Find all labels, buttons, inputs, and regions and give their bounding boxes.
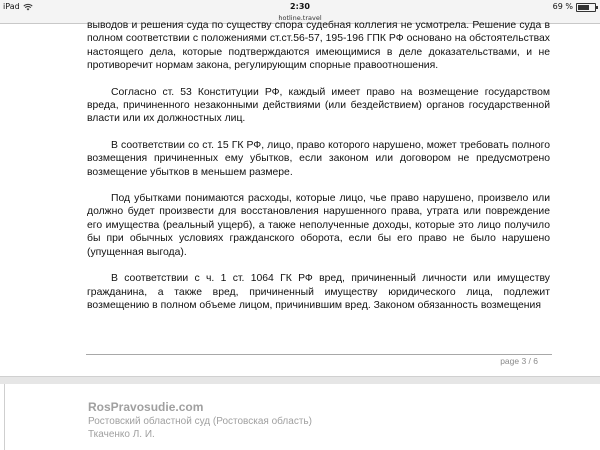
battery-icon bbox=[576, 3, 596, 12]
clock: 2:30 bbox=[290, 2, 310, 11]
device-label: iPad bbox=[3, 2, 20, 11]
paragraph: Согласно ст. 53 Конституции РФ, каждый имеет право на возмещение государством вреда, причиненного незаконными действиями (или бездействием) органов государственной власти или их должностных лиц. bbox=[87, 86, 550, 125]
status-right bbox=[553, 1, 596, 13]
document-text bbox=[87, 20, 550, 325]
paragraph: В соответствии с ч. 1 ст. 1064 ГК РФ вред, причиненный личности или имуществу гражданина, а также вред, причиненный имуществу юридического лица, подлежит возмещению в полном объеме лицом, причинившим вред. Законом обязанность возмещения bbox=[87, 273, 550, 311]
paragraph: В соответствии со ст. 15 ГК РФ, лицо, право которого нарушено, может требовать полного возмещения причиненных ему убытков, если законом или договором не предусмотрено возмещение убытков в меньшем размере. bbox=[87, 139, 550, 178]
next-page bbox=[0, 384, 600, 450]
battery-percent: 69 % bbox=[552, 2, 573, 11]
battery-fill bbox=[578, 5, 589, 10]
judge-name: Ткаченко Л. И. bbox=[88, 429, 155, 440]
page-edge bbox=[4, 384, 5, 450]
status-bar bbox=[0, 0, 600, 14]
paragraph: выводов и решения суда по существу спора судебная коллегия не усмотрела. Решение суда в полном соответствии с положениями ст.ст.56-57, 195-196 ГПК РФ основано на обстоятельствах настоящего дела, которые подтверждаются имеющимися в деле доказательствами, и не противоречит нормам закона, регулирующим спорные правоотношения. bbox=[87, 20, 550, 72]
url-text: hotline.travel bbox=[278, 14, 322, 22]
page-number: page 3 / 6 bbox=[500, 356, 538, 366]
paragraph: Под убытками понимаются расходы, которые лицо, чье право нарушено, произвело или должно будет произвести для восстановления нарушенного права, утрата или повреждение его имущества (реальный ущерб), а также неполученные доходы, которые это лицо получило бы при обычных условиях гражданского оборота, если бы его право не было нарушено (упущенная выгода). bbox=[87, 193, 550, 258]
document-page bbox=[0, 20, 600, 376]
page-footer-divider bbox=[86, 354, 552, 355]
court-name: Ростовский областной суд (Ростовская область) bbox=[88, 416, 312, 427]
site-header: RosPravosudie.com bbox=[88, 400, 204, 414]
